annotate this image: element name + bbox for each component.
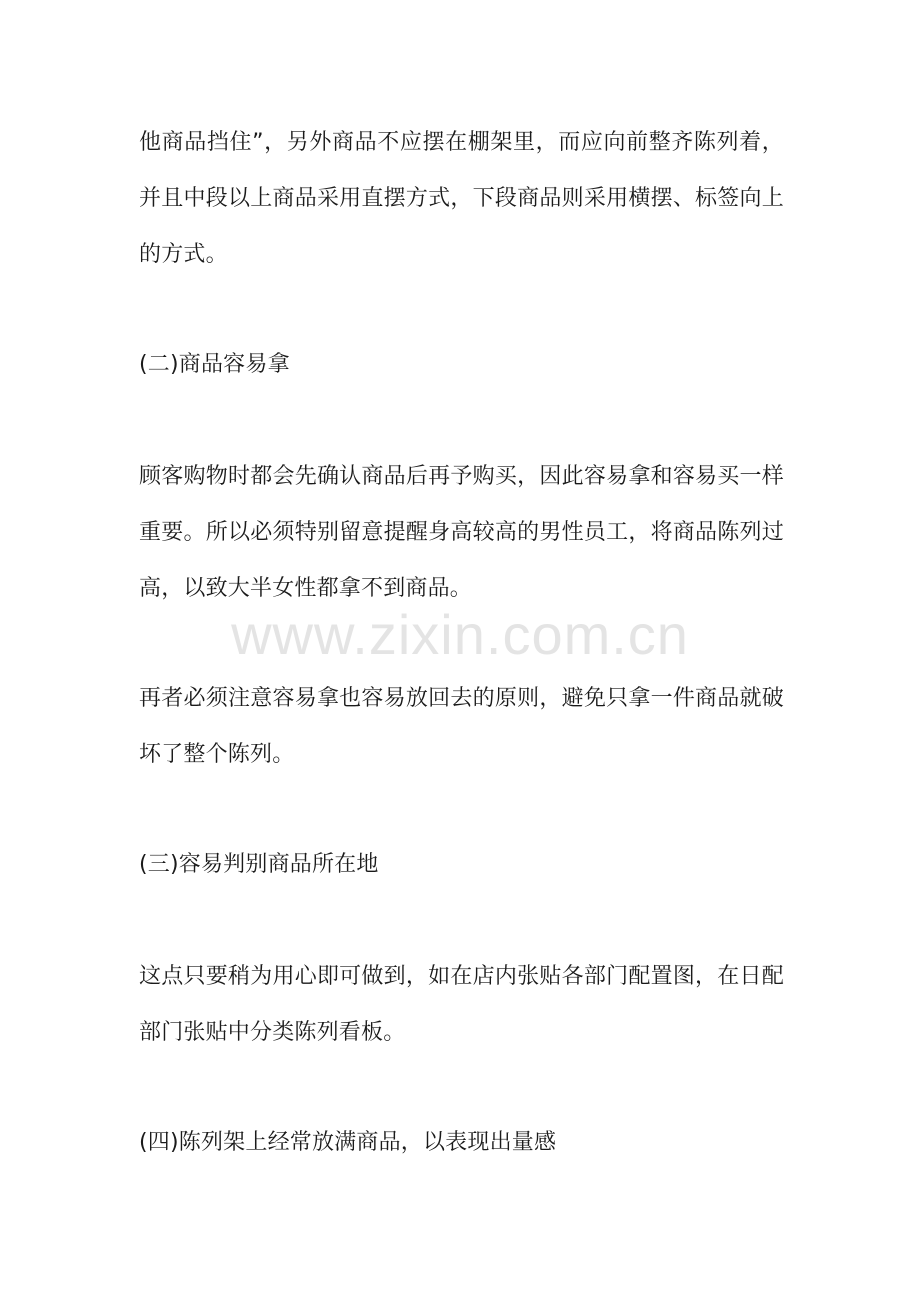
section-heading: (四)陈列架上经常放满商品，以表现出量感	[139, 1130, 557, 1155]
section-heading: (二)商品容易拿	[139, 352, 290, 377]
watermark: www.zixin.com.cn	[231, 603, 689, 666]
body-paragraph: 他商品挡住”，另外商品不应摆在棚架里，而应向前整齐陈列着，并且中段以上商品采用直摆方式，下段商品则采用横摆、标签向上的方式。	[139, 130, 784, 267]
section-heading: (三)容易判别商品所在地	[139, 852, 379, 877]
body-paragraph: 这点只要稍为用心即可做到，如在店内张贴各部门配置图，在日配部门张贴中分类陈列看板。	[139, 964, 784, 1045]
body-paragraph: 顾客购物时都会先确认商品后再予购买，因此容易拿和容易买一样重要。所以必须特别留意提醒身高较高的男性员工，将商品陈列过高，以致大半女性都拿不到商品。	[139, 464, 784, 601]
body-paragraph: 再者必须注意容易拿也容易放回去的原则，避免只拿一件商品就破坏了整个陈列。	[139, 686, 784, 767]
